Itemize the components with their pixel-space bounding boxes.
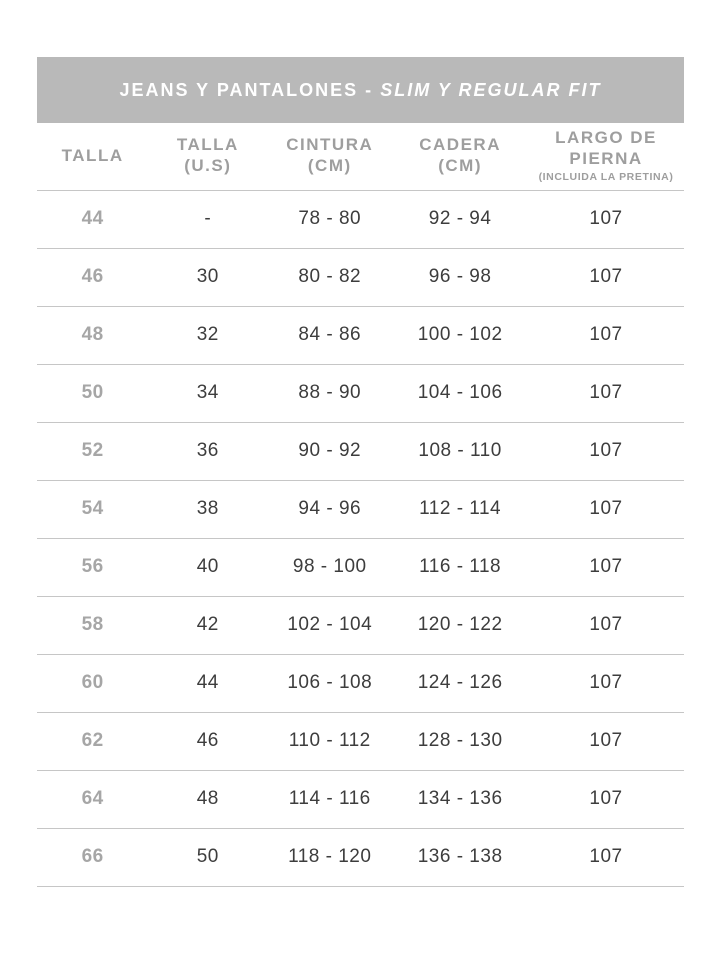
- table-row: [37, 306, 684, 364]
- data-cell: 107: [528, 480, 684, 538]
- column-header-label: LARGO DE: [555, 128, 657, 147]
- data-cell: 48: [148, 770, 267, 828]
- table-row: [37, 248, 684, 306]
- size-cell: 50: [37, 364, 148, 422]
- data-cell: 104 - 106: [392, 364, 528, 422]
- data-cell: 78 - 80: [267, 190, 392, 248]
- data-cell: 44: [148, 654, 267, 712]
- size-cell: 52: [37, 422, 148, 480]
- table-header-row: [37, 123, 684, 190]
- size-cell: 44: [37, 190, 148, 248]
- data-cell: 96 - 98: [392, 248, 528, 306]
- column-header-label: TALLA: [61, 145, 124, 165]
- data-cell: 92 - 94: [392, 190, 528, 248]
- column-header-unit: (U.S): [184, 156, 232, 176]
- column-header-unit: (CM): [307, 156, 352, 176]
- table-row: [37, 480, 684, 538]
- table-title-italic: SLIM Y REGULAR FIT: [380, 79, 602, 100]
- data-cell: 134 - 136: [392, 770, 528, 828]
- data-cell: 128 - 130: [392, 712, 528, 770]
- data-cell: 107: [528, 306, 684, 364]
- data-cell: 136 - 138: [392, 828, 528, 886]
- column-header-label: CINTURA: [286, 135, 374, 155]
- data-cell: 107: [528, 712, 684, 770]
- table-row: [37, 538, 684, 596]
- data-cell: 124 - 126: [392, 654, 528, 712]
- data-cell: 100 - 102: [392, 306, 528, 364]
- table-row: [37, 770, 684, 828]
- table-title: [119, 80, 601, 101]
- data-cell: 116 - 118: [392, 538, 528, 596]
- data-cell: 107: [528, 422, 684, 480]
- column-header-talla: [37, 123, 148, 190]
- table-row: [37, 596, 684, 654]
- size-chart-table: [37, 123, 684, 887]
- data-cell: 110 - 112: [267, 712, 392, 770]
- data-cell: 84 - 86: [267, 306, 392, 364]
- table-header: [37, 123, 684, 190]
- data-cell: 107: [528, 654, 684, 712]
- table-row: [37, 422, 684, 480]
- data-cell: 40: [148, 538, 267, 596]
- size-cell: 46: [37, 248, 148, 306]
- column-header-talla-us: [148, 123, 267, 190]
- data-cell: 107: [528, 364, 684, 422]
- size-cell: 48: [37, 306, 148, 364]
- data-cell: 112 - 114: [392, 480, 528, 538]
- data-cell: 80 - 82: [267, 248, 392, 306]
- data-cell: 98 - 100: [267, 538, 392, 596]
- column-header-note: (INCLUIDA LA PRETINA): [538, 170, 674, 183]
- data-cell: 114 - 116: [267, 770, 392, 828]
- data-cell: 107: [528, 828, 684, 886]
- data-cell: 107: [528, 596, 684, 654]
- size-cell: 66: [37, 828, 148, 886]
- size-cell: 56: [37, 538, 148, 596]
- size-cell: 60: [37, 654, 148, 712]
- data-cell: 32: [148, 306, 267, 364]
- data-cell: 88 - 90: [267, 364, 392, 422]
- data-cell: 34: [148, 364, 267, 422]
- data-cell: 108 - 110: [392, 422, 528, 480]
- column-header-largo-pierna: [528, 123, 684, 190]
- column-header-cintura: [267, 123, 392, 190]
- column-header-cadera: [392, 123, 528, 190]
- table-row: [37, 828, 684, 886]
- data-cell: 107: [528, 770, 684, 828]
- table-body: [37, 190, 684, 886]
- data-cell: -: [148, 190, 267, 248]
- table-row: [37, 654, 684, 712]
- table-title-bar: [37, 57, 684, 123]
- column-header-label: PIERNA: [569, 149, 643, 169]
- size-cell: 62: [37, 712, 148, 770]
- data-cell: 94 - 96: [267, 480, 392, 538]
- data-cell: 118 - 120: [267, 828, 392, 886]
- data-cell: 107: [528, 538, 684, 596]
- size-cell: 58: [37, 596, 148, 654]
- data-cell: 102 - 104: [267, 596, 392, 654]
- table-row: [37, 190, 684, 248]
- data-cell: 38: [148, 480, 267, 538]
- data-cell: 36: [148, 422, 267, 480]
- data-cell: 50: [148, 828, 267, 886]
- data-cell: 106 - 108: [267, 654, 392, 712]
- table-row: [37, 712, 684, 770]
- data-cell: 107: [528, 190, 684, 248]
- column-header-label: CADERA: [419, 135, 501, 155]
- size-cell: 54: [37, 480, 148, 538]
- table-row: [37, 364, 684, 422]
- data-cell: 46: [148, 712, 267, 770]
- column-header-label: TALLA: [176, 135, 239, 155]
- data-cell: 42: [148, 596, 267, 654]
- column-header-unit: (CM): [438, 156, 482, 176]
- data-cell: 120 - 122: [392, 596, 528, 654]
- table-title-regular: JEANS Y PANTALONES -: [119, 79, 381, 100]
- data-cell: 90 - 92: [267, 422, 392, 480]
- data-cell: 30: [148, 248, 267, 306]
- data-cell: 107: [528, 248, 684, 306]
- size-cell: 64: [37, 770, 148, 828]
